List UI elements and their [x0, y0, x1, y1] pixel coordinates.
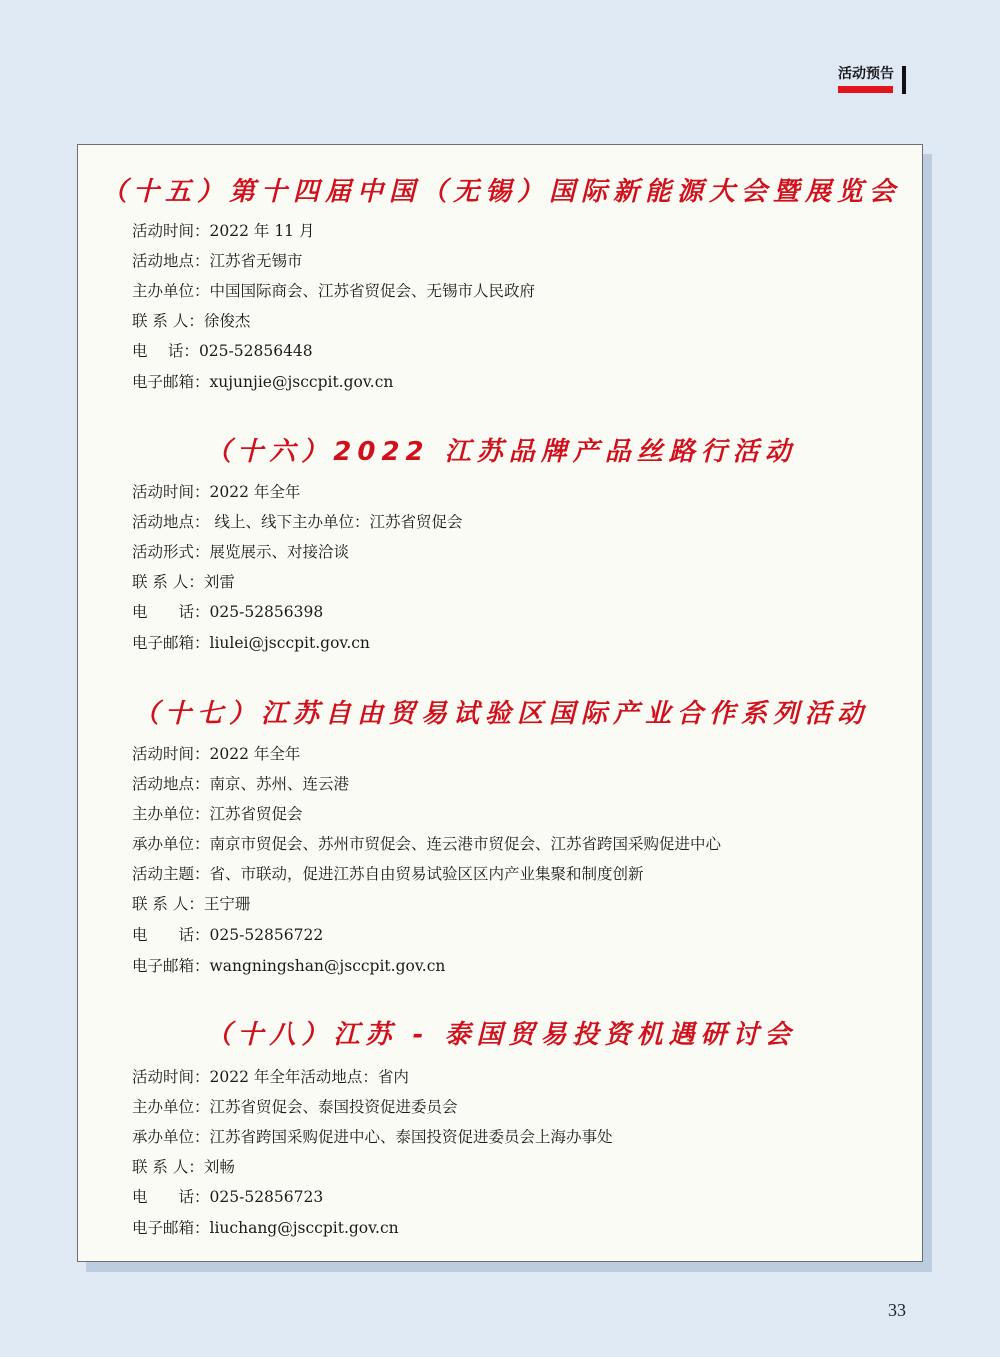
- row-value: 省、市联动，促进江苏自由贸易试验区区内产业集聚和制度创新: [209, 865, 644, 883]
- info-row: [132, 862, 644, 884]
- row-label: 联 系 人：: [132, 312, 204, 330]
- row-label: 活动形式：: [132, 543, 210, 561]
- row-label: 电子邮箱：: [132, 957, 210, 975]
- row-label: 电 话：: [132, 926, 210, 944]
- info-row: [132, 1185, 323, 1207]
- row-label: 活动地点：: [132, 775, 210, 793]
- info-row: [132, 219, 314, 241]
- row-value: 2022 年 11 月: [209, 222, 315, 240]
- row-label: 电子邮箱：: [132, 1219, 210, 1237]
- row-label: 电 话：: [132, 342, 199, 360]
- row-value: 江苏省贸促会: [209, 805, 303, 823]
- row-label: 活动时间：: [132, 1068, 210, 1086]
- info-row: [132, 480, 300, 502]
- row-label: 电子邮箱：: [132, 634, 210, 652]
- row-label: 承办单位：: [132, 1128, 210, 1146]
- row-value: 线上、线下主办单位：江苏省贸促会: [209, 513, 463, 531]
- row-label: 电 话：: [132, 1188, 210, 1206]
- row-value: 2022 年全年活动地点：省内: [209, 1068, 409, 1086]
- section-title-15: （十五）第十四届中国（无锡）国际新能源大会暨展览会: [100, 177, 901, 207]
- row-value: 中国国际商会、江苏省贸促会、无锡市人民政府: [209, 282, 536, 300]
- info-row: [132, 1155, 235, 1177]
- header-accent-bar: [838, 86, 893, 93]
- section-title-18: （十八）江苏 - 泰国贸易投资机遇研讨会: [205, 1020, 797, 1050]
- row-value: 展览展示、对接洽谈: [209, 543, 350, 561]
- info-row: [132, 1125, 613, 1147]
- info-row: [132, 309, 250, 331]
- row-label: 主办单位：: [132, 282, 210, 300]
- info-row: [132, 923, 323, 945]
- row-value: 江苏省跨国采购促进中心、泰国投资促进委员会上海办事处: [209, 1128, 613, 1146]
- row-label: 承办单位：: [132, 835, 210, 853]
- info-row: [132, 802, 303, 824]
- row-label: 电 话：: [132, 603, 210, 621]
- info-row: [132, 570, 235, 592]
- header-divider-bar: [902, 66, 906, 94]
- row-label: 活动地点：: [132, 513, 210, 531]
- row-value: 王宁珊: [203, 895, 251, 913]
- info-row: [132, 540, 349, 562]
- info-row: [132, 249, 303, 271]
- row-value: 025-52856448: [198, 342, 313, 360]
- row-label: 联 系 人：: [132, 1158, 204, 1176]
- row-label: 活动时间：: [132, 222, 210, 240]
- row-label: 联 系 人：: [132, 573, 204, 591]
- info-row: [132, 954, 445, 976]
- row-value: 025-52856398: [209, 603, 324, 621]
- info-row: [132, 370, 393, 392]
- row-value: 025-52856723: [209, 1188, 324, 1206]
- row-label: 活动时间：: [132, 745, 210, 763]
- row-label: 活动主题：: [132, 865, 210, 883]
- row-label: 主办单位：: [132, 805, 210, 823]
- row-label: 活动地点：: [132, 252, 210, 270]
- info-row: [132, 1065, 409, 1087]
- email-link[interactable]: liuchang@jsccpit.gov.cn: [209, 1219, 399, 1237]
- row-label: 联 系 人：: [132, 895, 204, 913]
- info-row: [132, 892, 250, 914]
- info-row: [132, 1095, 458, 1117]
- info-row: [132, 600, 323, 622]
- info-row: [132, 510, 462, 532]
- email-link[interactable]: liulei@jsccpit.gov.cn: [209, 634, 370, 652]
- row-value: 2022 年全年: [209, 483, 301, 501]
- info-row: [132, 832, 721, 854]
- row-label: 主办单位：: [132, 1098, 210, 1116]
- info-row: [132, 339, 313, 361]
- row-value: 江苏省贸促会、泰国投资促进委员会: [209, 1098, 458, 1116]
- email-link[interactable]: xujunjie@jsccpit.gov.cn: [209, 373, 394, 391]
- info-row: [132, 1216, 399, 1238]
- row-value: 徐俊杰: [203, 312, 251, 330]
- info-row: [132, 279, 535, 301]
- row-value: 025-52856722: [209, 926, 324, 944]
- event-list-card: [77, 144, 923, 1262]
- section-title-16: （十六）2022 江苏品牌产品丝路行活动: [205, 437, 797, 467]
- row-value: 江苏省无锡市: [209, 252, 303, 270]
- info-row: [132, 772, 349, 794]
- row-value: 南京市贸促会、苏州市贸促会、连云港市贸促会、江苏省跨国采购促进中心: [209, 835, 722, 853]
- email-link[interactable]: wangningshan@jsccpit.gov.cn: [209, 957, 446, 975]
- info-row: [132, 631, 370, 653]
- info-row: [132, 742, 300, 764]
- row-label: 电子邮箱：: [132, 373, 210, 391]
- row-value: 南京、苏州、连云港: [209, 775, 350, 793]
- page-number: 33: [888, 1300, 906, 1320]
- row-value: 2022 年全年: [209, 745, 301, 763]
- section-header-label: 活动预告: [838, 66, 894, 82]
- row-label: 活动时间：: [132, 483, 210, 501]
- row-value: 刘雷: [203, 573, 235, 591]
- row-value: 刘畅: [203, 1158, 235, 1176]
- section-title-17: （十七）江苏自由贸易试验区国际产业合作系列活动: [132, 699, 869, 729]
